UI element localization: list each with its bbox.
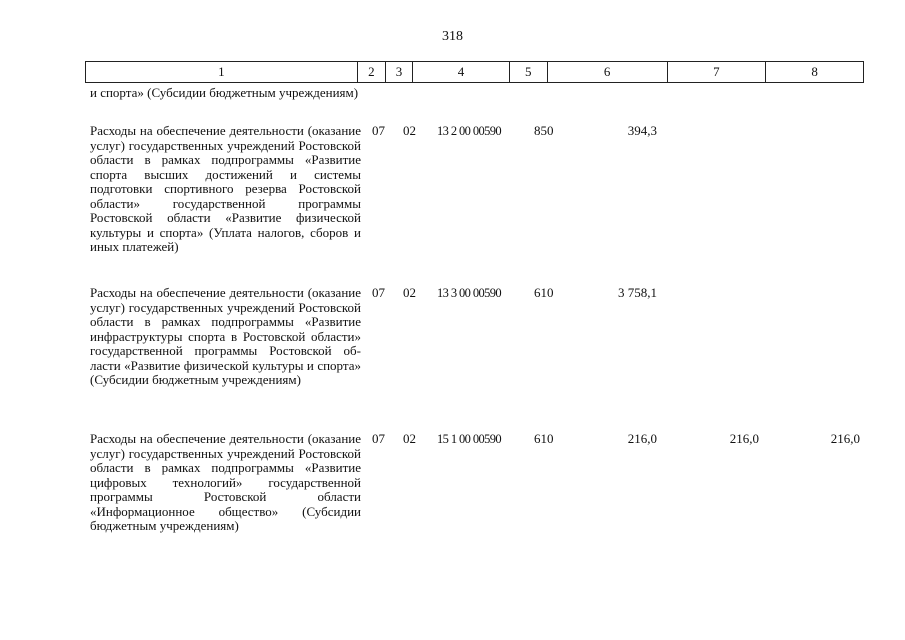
table-header <box>85 61 864 83</box>
row-value-col7: 216,0 <box>729 431 759 446</box>
row-value-col8: 216,0 <box>830 431 860 446</box>
row-expense-type: 850 <box>534 123 554 138</box>
row-description: Расходы на обеспечение деятельности (оказание услуг) государственных учреждений Ростовской области в рамках подпрограммы «Развитие инфраструктуры спорта в Ростовской области» государственной программы Ростовской области «Развитие физической культуры и спорта» (Субсидии бюджетным учреждениям) <box>90 285 361 387</box>
header-col-4: 4 <box>413 62 510 82</box>
row-expense-type: 610 <box>534 431 554 446</box>
header-col-2: 2 <box>358 62 386 82</box>
header-col-8: 8 <box>811 64 818 79</box>
row-target-article: 13 3 00 00590 <box>437 286 502 300</box>
row-target-article: 13 2 00 00590 <box>437 124 502 138</box>
row-subsection: 02 <box>403 285 416 300</box>
row-target-article: 15 1 00 00590 <box>437 432 502 446</box>
row-value-col6: 394,3 <box>627 123 657 138</box>
row-section: 07 <box>372 123 385 138</box>
row-description: Расходы на обеспечение деятельности (оказание услуг) государственных учреждений Ростовской области в рамках подпрограммы «Развитие спорта высших достижений и системы подготовки спортивного резерва Ростовской области» государственной программы Ростовской области «Развитие физической культуры и спорта» (Уплата налогов, сборов и иных платежей) <box>90 123 361 254</box>
row-value-col6: 216,0 <box>627 431 657 446</box>
row-description: и спорта» (Субсидии бюджетным учреждениям) <box>90 85 359 100</box>
row-description: Расходы на обеспечение деятельности (оказание услуг) государственных учреждений Ростовской области в рамках подпрограммы «Развитие цифровых технологий» государственной программы Ростовской области «Информационное общество» (Субсидии бюджетным учреждениям) <box>90 431 361 533</box>
row-value-col6: 3 758,1 <box>618 285 657 300</box>
header-col-1: 1 <box>86 62 358 82</box>
header-col-7: 7 <box>668 62 767 82</box>
row-expense-type: 610 <box>534 285 554 300</box>
row-section: 07 <box>372 285 385 300</box>
header-col-6: 6 <box>548 62 668 82</box>
row-section: 07 <box>372 431 385 446</box>
row-subsection: 02 <box>403 431 416 446</box>
row-subsection: 02 <box>403 123 416 138</box>
header-col-5: 5 <box>510 62 548 82</box>
page-number: 318 <box>442 29 463 44</box>
header-col-3: 3 <box>386 62 413 82</box>
